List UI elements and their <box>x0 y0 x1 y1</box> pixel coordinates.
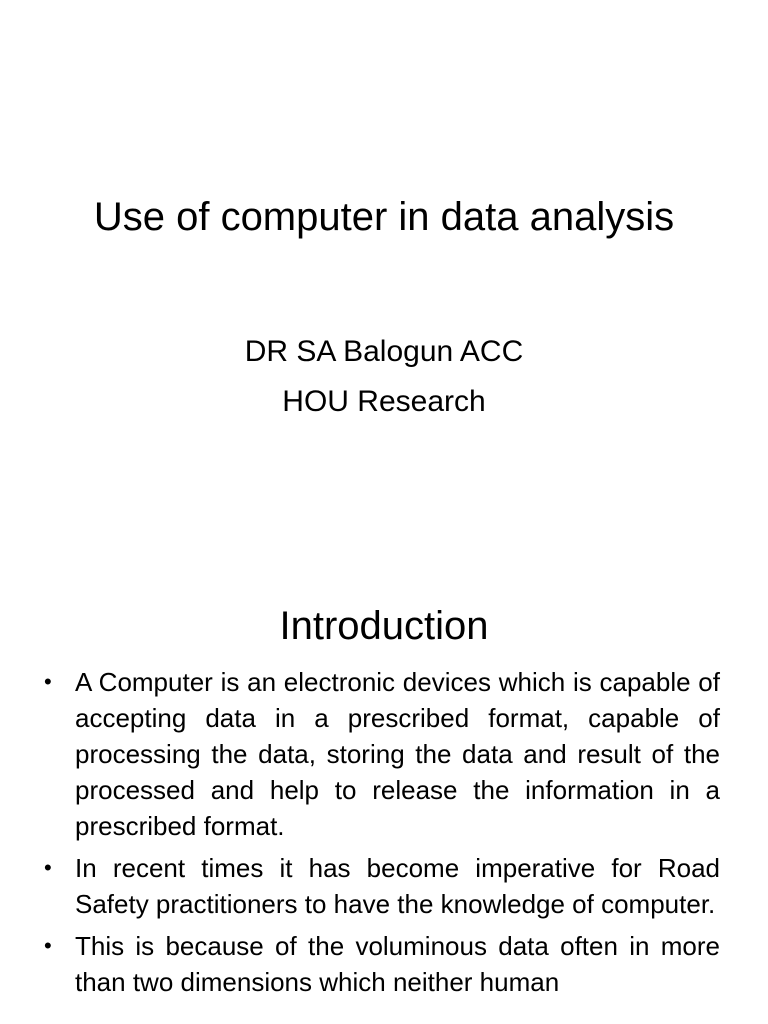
bullet-icon: • <box>44 669 52 694</box>
bullet-item-3 <box>44 928 720 1000</box>
introduction-slide <box>0 576 768 1024</box>
organization-name: HOU Research <box>282 385 486 418</box>
bullet-icon: • <box>44 933 52 958</box>
bullet-item-2 <box>44 850 720 922</box>
bullet-text: This is because of the voluminous data often in more than two dimensions which neither human <box>75 931 720 997</box>
bullet-text: In recent times it has become imperative for Road Safety practitioners to have the knowledge of computer. <box>75 853 720 919</box>
bullet-item-1 <box>44 664 720 844</box>
bullet-list <box>44 664 720 1006</box>
bullet-text: A Computer is an electronic devices which is capable of accepting data in a prescribed format, capable of processing the data, storing the data and result of the processed and help to release the information in a prescribed format. <box>75 667 720 841</box>
author-name: DR SA Balogun ACC <box>244 335 524 368</box>
presentation-title: Use of computer in data analysis <box>93 195 675 239</box>
bullet-icon: • <box>44 855 52 880</box>
section-heading: Introduction <box>279 604 489 648</box>
